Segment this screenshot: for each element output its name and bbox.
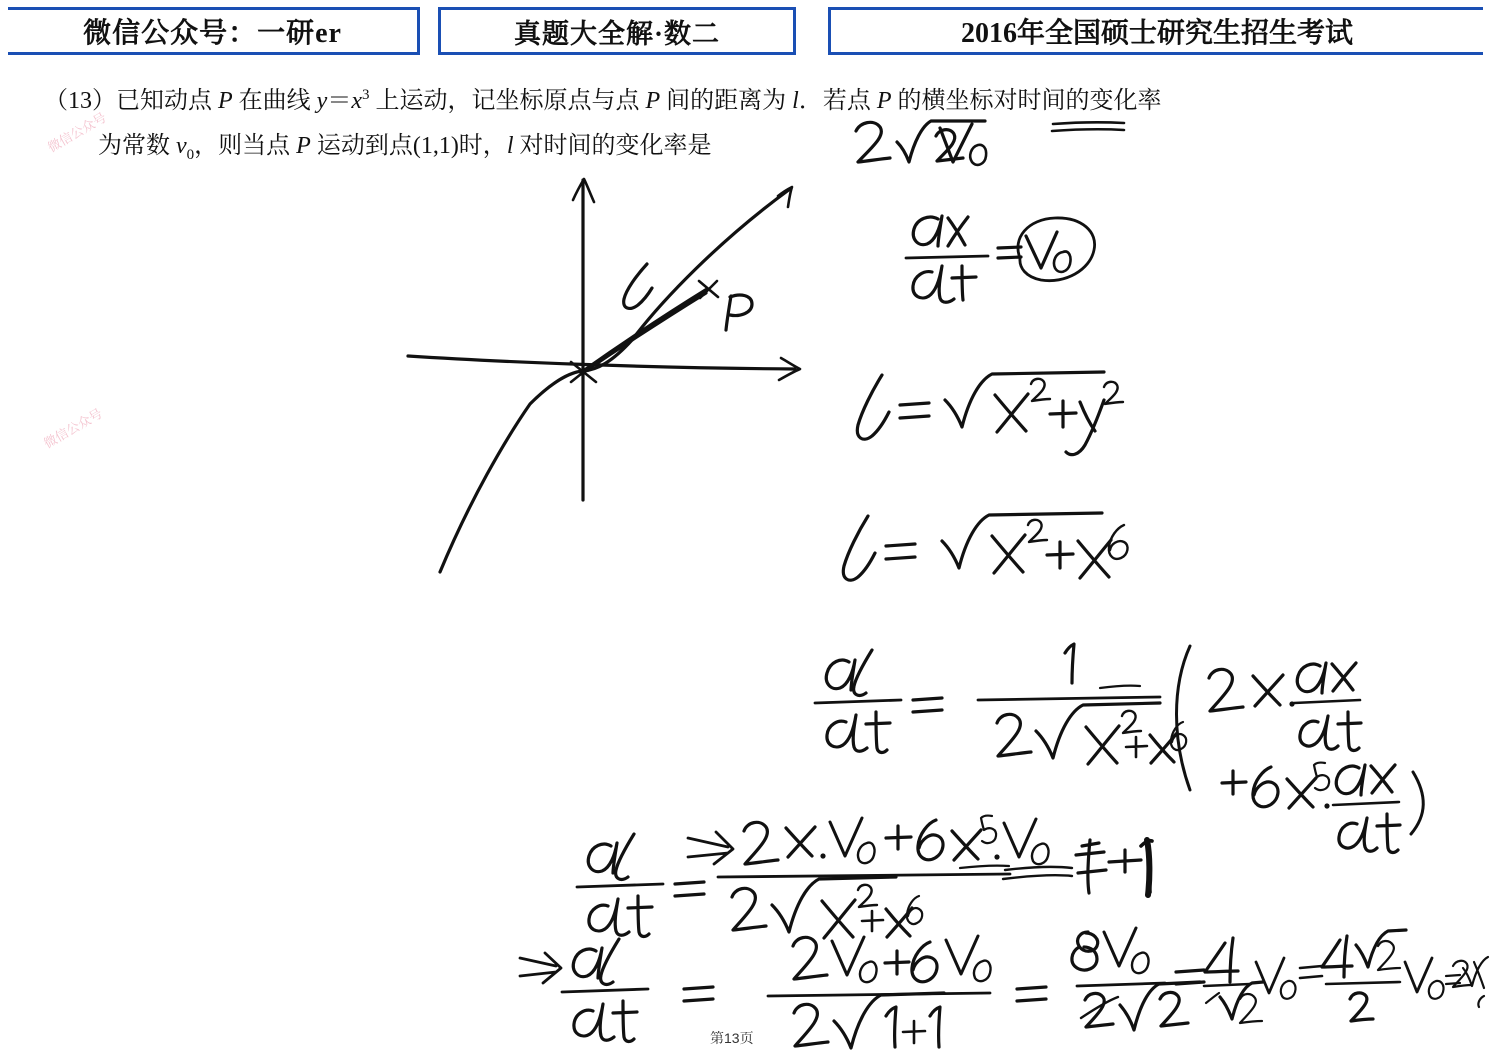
- equals-sign: ＝: [327, 88, 352, 114]
- var-P-4: P: [296, 133, 311, 159]
- question-text-i: 运动到点(1,1)时，: [310, 133, 507, 159]
- question-text-a: 已知动点: [116, 88, 218, 114]
- header-exam-box: [828, 7, 1483, 55]
- var-y: y: [316, 88, 328, 114]
- header-account-box: [8, 7, 420, 55]
- page-header: [0, 0, 1491, 62]
- var-v-subscript: 0: [186, 146, 195, 163]
- question-text-h: ，则当点: [194, 133, 297, 159]
- exponent-3: 3: [361, 87, 370, 103]
- question-text-e: ．若点: [798, 88, 877, 114]
- var-v: v: [176, 133, 187, 159]
- var-P-2: P: [645, 88, 661, 114]
- header-series-box: [438, 7, 796, 55]
- watermark-2: 微信公众号: [41, 405, 105, 452]
- question-text-g: 为常数: [98, 133, 176, 159]
- question-text-b: 在曲线: [232, 88, 317, 114]
- var-x: x: [351, 88, 362, 114]
- header-series-label: 真题大全解·数二: [513, 18, 720, 49]
- question-text-d: 间的距离为: [660, 88, 793, 114]
- page-number: 第13页: [710, 1030, 754, 1046]
- question-line-2: [98, 125, 711, 164]
- var-P-3: P: [876, 88, 892, 114]
- header-exam-label: 2016年全国硕士研究生招生考试: [960, 18, 1353, 49]
- question-line-1: [44, 80, 1162, 115]
- question-number: （13）: [44, 88, 116, 114]
- var-P-1: P: [218, 88, 233, 114]
- header-account-label: 微信公众号：一研er: [83, 18, 342, 49]
- question-text-j: 对时间的变化率是: [513, 133, 712, 159]
- var-l-2: l: [506, 133, 514, 159]
- var-l-1: l: [792, 88, 799, 114]
- question-text-c: 上运动，记坐标原点与点: [369, 88, 646, 114]
- watermark-1: 微信公众号: [45, 109, 109, 156]
- question-text-f: 的横坐标对时间的变化率: [891, 88, 1162, 114]
